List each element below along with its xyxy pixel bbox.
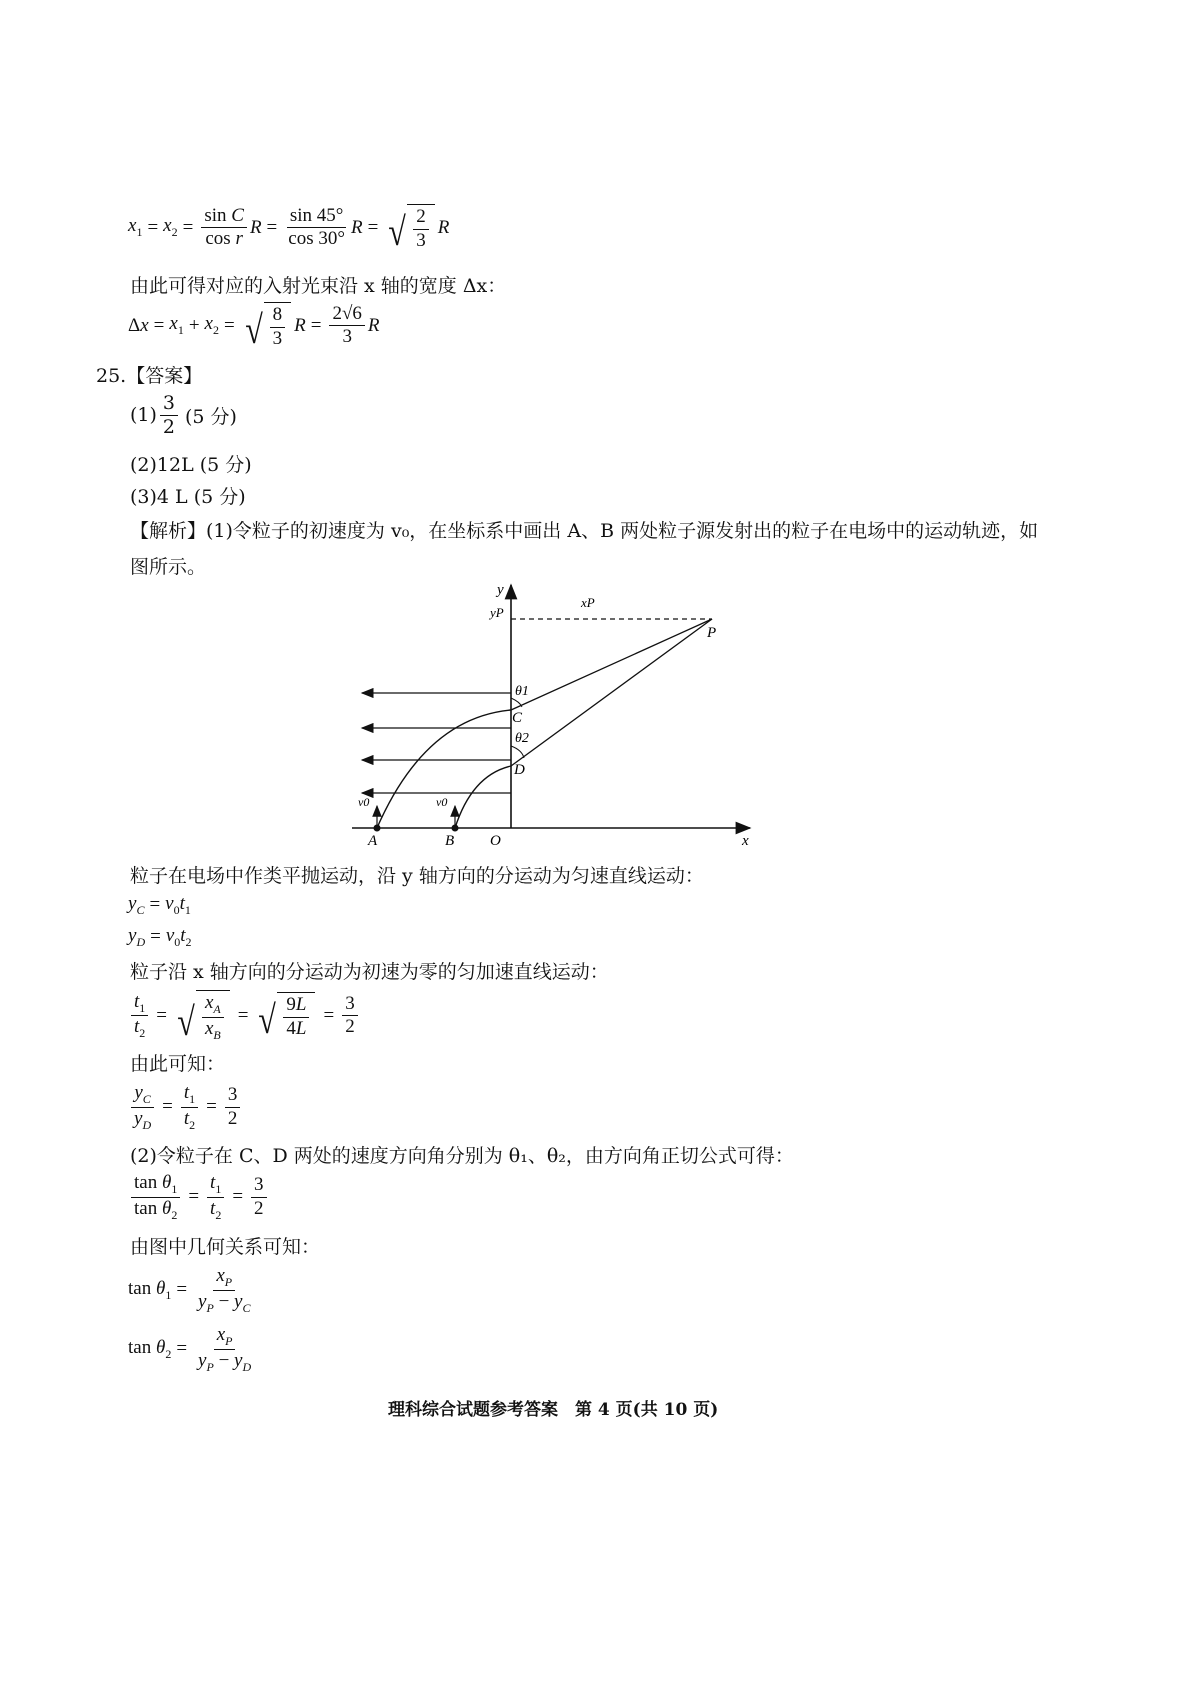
label-v0-B: v0 xyxy=(436,795,448,809)
source-A-dot xyxy=(374,825,381,832)
label-yp: yP xyxy=(490,605,504,620)
part2-text: (2)令粒子在 C、D 两处的速度方向角分别为 θ₁、θ₂，由方向角正切公式可得： xyxy=(130,1145,794,1167)
answer-3: (3)4 L (5 分) xyxy=(130,486,246,508)
angle-arc-theta2 xyxy=(511,746,524,758)
motion-text-2: 粒子沿 x 轴方向的分运动为初速为零的匀加速直线运动： xyxy=(130,961,609,983)
label-C: C xyxy=(512,710,523,726)
equation-yc: $y_C$ = $v_0t_1$ xyxy=(128,893,191,917)
question-25-label: 25.【答案】 xyxy=(96,365,203,387)
trajectory-B xyxy=(455,766,511,828)
equation-delta-x: Δx = $x_1$ + $x_2$ = √ $\frac{8}{3}$ R = $\frac{2√6}{3}$ R xyxy=(128,302,380,352)
label-x: x xyxy=(742,833,749,849)
label-D: D xyxy=(514,762,525,778)
analysis-line-1: 【解析】(1)令粒子的初速度为 v₀，在坐标系中画出 A、B 两处粒子源发射出的粒子在电场中的运动轨迹，如 xyxy=(130,520,1039,542)
label-xp: xP xyxy=(581,595,595,610)
source-B-dot xyxy=(452,825,459,832)
analysis-line-2: 图所示。 xyxy=(130,556,207,578)
equation-tan-ratio: $\frac{\tan \theta_1}{\tan \theta_2}$ = $\frac{t_1}{t_2}$ = $\frac{3}{2}$ xyxy=(128,1173,270,1222)
page-footer: 理科综合试题参考答案 第 4 页(共 10 页) xyxy=(388,1400,719,1420)
geom-text: 由图中几何关系可知： xyxy=(130,1236,321,1258)
trajectory-diagram xyxy=(345,575,765,850)
label-O: O xyxy=(490,833,501,849)
equation-y-ratio: $\frac{y_C}{y_D}$ = $\frac{t_1}{t_2}$ = $\frac{3}{2}$ xyxy=(128,1083,243,1132)
answer-1: (1) $\frac{3}{2}$ (5 分) xyxy=(130,392,237,438)
line-C-to-P xyxy=(511,619,712,710)
answer-2: (2)12L (5 分) xyxy=(130,454,252,476)
equation-yd: $y_D$ = $v_0t_2$ xyxy=(128,925,192,949)
line-D-to-P xyxy=(511,619,712,766)
equation-x1-x2: $x_1$ = $x_2$ = $\frac{\text{sin C}}{\text{cos r}}$ R = $\frac{\sin 45^\circ}{\cos 30^\circ}$ R = √ $\frac{2}{3}$ R xyxy=(128,204,450,254)
label-theta1: θ1 xyxy=(515,684,529,699)
label-y: y xyxy=(497,582,504,598)
label-A: A xyxy=(368,833,378,849)
label-P: P xyxy=(707,625,717,641)
motion-text-1: 粒子在电场中作类平抛运动，沿 y 轴方向的分运动为匀速直线运动： xyxy=(130,865,704,887)
label-theta2: θ2 xyxy=(515,731,529,746)
equation-tan-theta1: $\tan \theta_1$ = $\frac{x_P}{y_P - y_C}$ xyxy=(128,1265,251,1315)
equation-t-ratio: $\frac{t_1}{t_2}$ = √ $\frac{x_A}{x_B}$ = √ $\frac{9L}{4L}$ = $\frac{3}{2}$ xyxy=(128,990,361,1042)
known-text: 由此可知： xyxy=(130,1053,226,1075)
intro-text: 由此可得对应的入射光束沿 x 轴的宽度 Δx： xyxy=(130,275,507,297)
equation-tan-theta2: $\tan \theta_2$ = $\frac{x_P}{y_P - y_D}$ xyxy=(128,1324,252,1374)
label-B: B xyxy=(445,833,455,849)
label-v0-A: v0 xyxy=(358,795,370,809)
